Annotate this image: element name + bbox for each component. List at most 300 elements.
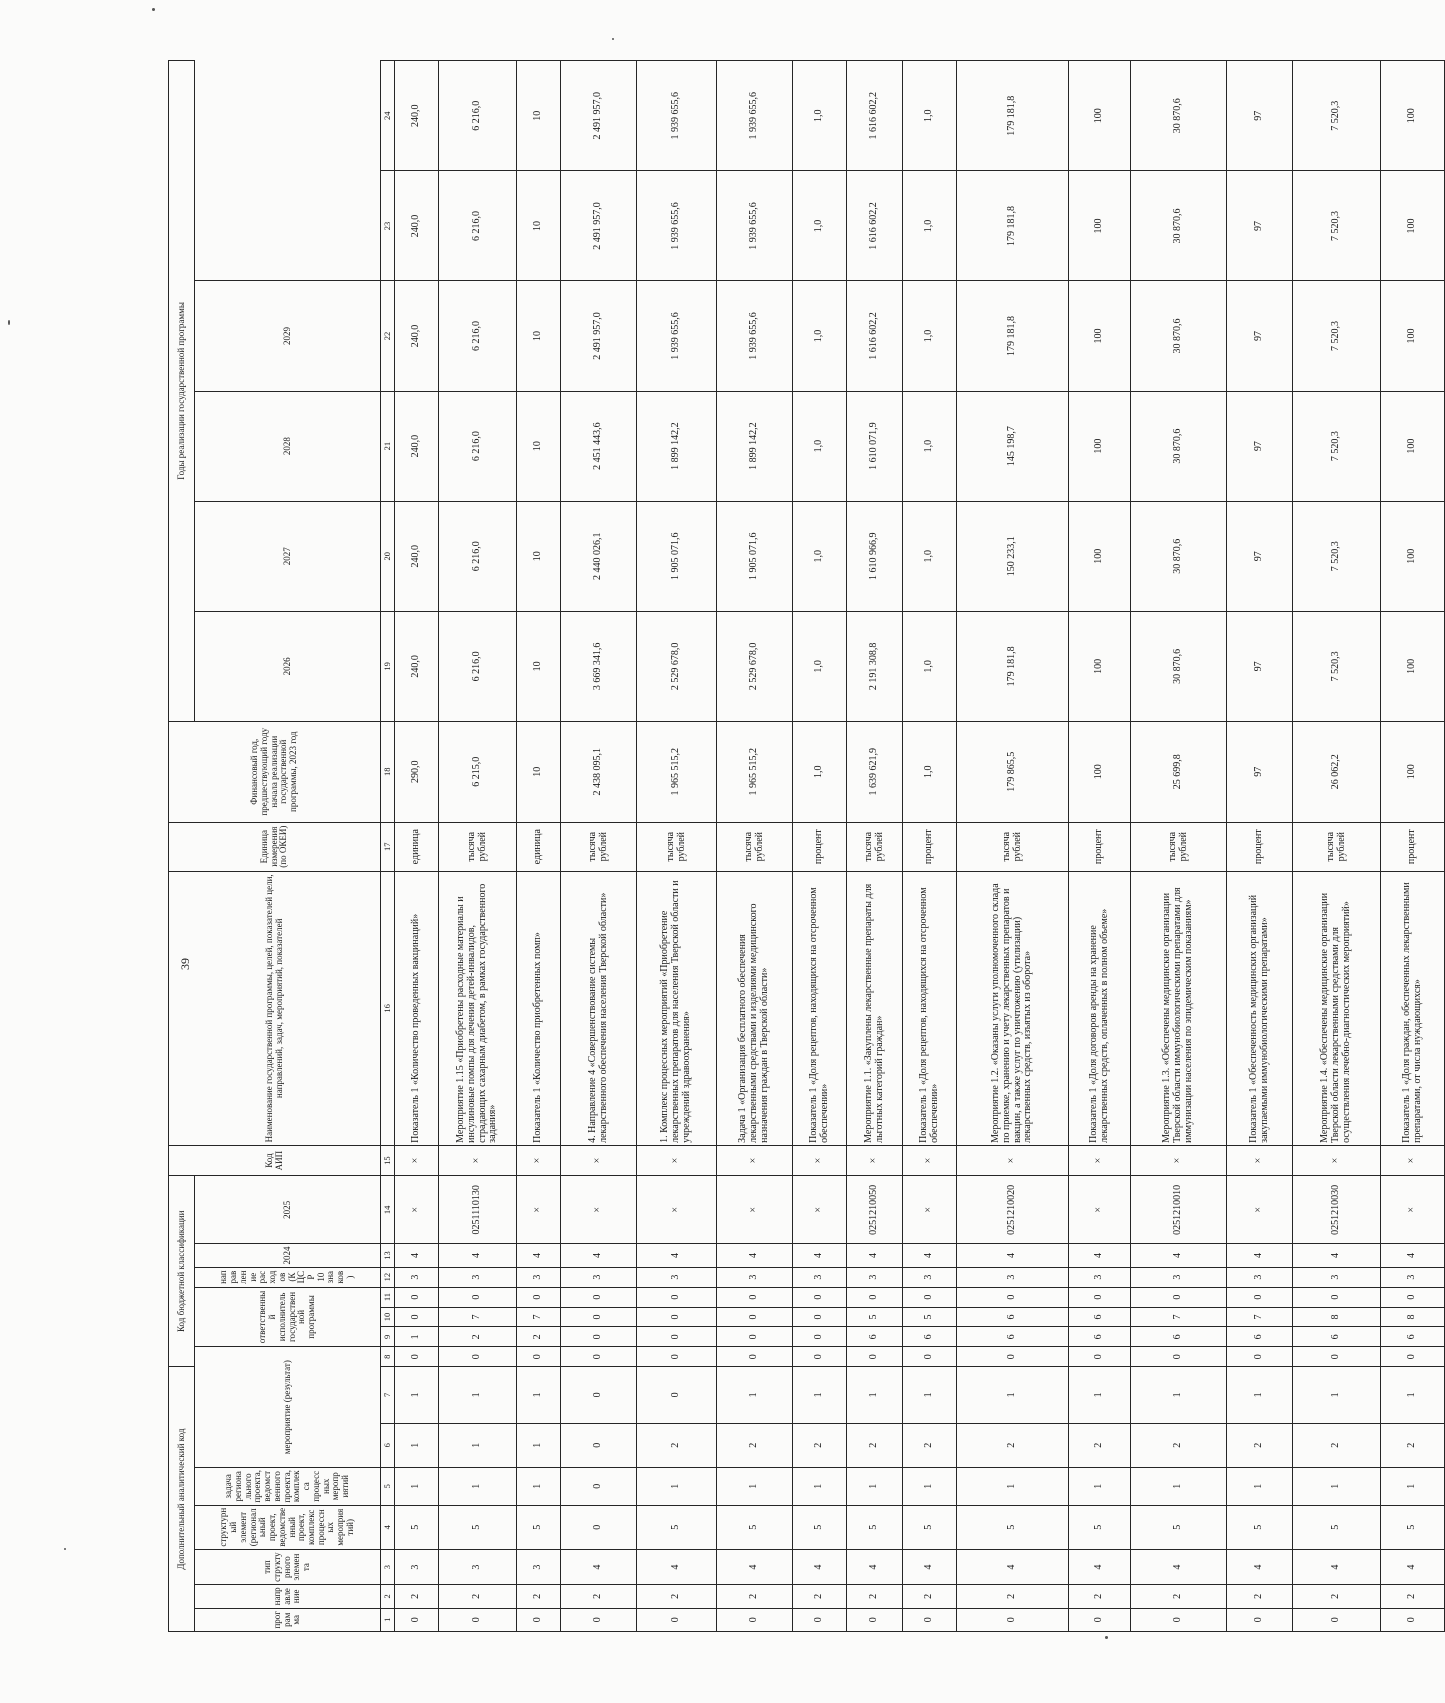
column-number: 2 (381, 1585, 395, 1608)
code-executor-1: 6 (1069, 1327, 1131, 1347)
code-executor-2: 8 (1293, 1307, 1381, 1327)
year-value-2025: 100 (1381, 501, 1445, 611)
aip-code: × (439, 1145, 517, 1175)
aip-code: × (903, 1145, 957, 1175)
code-executor-3: 0 (717, 1287, 793, 1307)
year-value-2024: 30 870,6 (1131, 611, 1227, 721)
row-name: Показатель 1 «Количество проведенных вакцинаций» (395, 871, 439, 1145)
code-executor-4: 3 (637, 1267, 717, 1287)
base-year-value: 1 965 515,2 (637, 721, 717, 822)
year-value-2027: 100 (1069, 281, 1131, 391)
code-direction: 2 (637, 1585, 717, 1608)
year-value-2029: 1 616 602,2 (847, 61, 903, 171)
code-event-1: 2 (1069, 1423, 1131, 1468)
year-value-2024: 2 529 678,0 (717, 611, 793, 721)
year-value-2028: 1 616 602,2 (847, 171, 903, 281)
year-value-2029: 240,0 (395, 61, 439, 171)
code-executor-2: 7 (1227, 1307, 1293, 1327)
aip-code: × (1381, 1145, 1445, 1175)
code-executor-1: 0 (561, 1327, 637, 1347)
code-executor-5: 4 (903, 1244, 957, 1267)
row-name: 4. Направление 4 «Совершенствование системы лекарственного обеспечения населения Тверской области» (561, 871, 637, 1145)
code-executor-1: 2 (439, 1327, 517, 1347)
year-value-2025: 100 (1069, 501, 1131, 611)
code-executor-2: 5 (903, 1307, 957, 1327)
code-event-2: 1 (1293, 1367, 1381, 1423)
header-element-type: тип структурного элемента (195, 1550, 381, 1585)
year-value-2024: 100 (1069, 611, 1131, 721)
year-value-2028: 10 (517, 171, 561, 281)
base-year-value: 1 965 515,2 (717, 721, 793, 822)
code-executor-2: 7 (517, 1307, 561, 1327)
row-name: 1. Комплекс процессных мероприятий «Приобретение лекарственных препаратов для населения Тверской области и учреждений здравоохранения» (637, 871, 717, 1145)
aip-code: × (793, 1145, 847, 1175)
column-number: 10 (381, 1307, 395, 1327)
year-value-2026: 2 451 443,6 (561, 391, 637, 501)
code-task: 1 (439, 1468, 517, 1505)
expense-direction-code: × (1069, 1176, 1131, 1244)
code-executor-2: 6 (1069, 1307, 1131, 1327)
row-name: Показатель 1 «Доля рецептов, находящихся на отсроченном обеспечении» (793, 871, 847, 1145)
code-event-3: 0 (793, 1347, 847, 1367)
year-value-2025: 2 440 026,1 (561, 501, 637, 611)
year-value-2029: 10 (517, 61, 561, 171)
row-name: Мероприятие 1.2. «Оказаны услуги уполномоченного склада по приемке, хранению и учету лекарственных препаратов и вакцин, а также услуг по уничтожению (утилизации) лекарственных средств, изъятых из оборота» (957, 871, 1069, 1145)
code-executor-4: 3 (517, 1267, 561, 1287)
code-event-3: 0 (637, 1347, 717, 1367)
year-value-2028: 1 939 655,6 (717, 171, 793, 281)
expense-direction-code: × (1381, 1176, 1445, 1244)
code-task: 1 (1131, 1468, 1227, 1505)
code-executor-3: 0 (561, 1287, 637, 1307)
code-executor-4: 3 (1227, 1267, 1293, 1287)
code-event-3: 0 (717, 1347, 793, 1367)
code-element-type: 4 (1131, 1550, 1227, 1585)
year-value-2025: 240,0 (395, 501, 439, 611)
code-event-3: 0 (561, 1347, 637, 1367)
aip-code: × (637, 1145, 717, 1175)
year-value-2024: 100 (1381, 611, 1445, 721)
code-event-3: 0 (517, 1347, 561, 1367)
year-value-2028: 100 (1069, 171, 1131, 281)
code-task: 1 (1069, 1468, 1131, 1505)
year-value-2026: 10 (517, 391, 561, 501)
year-value-2026: 1 899 142,2 (717, 391, 793, 501)
header-base-year: Финансовый год, предшествующий году начала реализации государственной программы, 2023 год (169, 721, 381, 822)
code-executor-4: 3 (903, 1267, 957, 1287)
year-value-2027: 1 939 655,6 (637, 281, 717, 391)
year-value-2025: 6 216,0 (439, 501, 517, 611)
year-value-2024: 179 181,8 (957, 611, 1069, 721)
scan-speck (8, 320, 10, 325)
unit: тысяча рублей (439, 822, 517, 871)
code-element-type: 4 (1293, 1550, 1381, 1585)
code-executor-4: 3 (847, 1267, 903, 1287)
code-event-3: 0 (1069, 1347, 1131, 1367)
column-number: 4 (381, 1505, 395, 1550)
code-executor-5: 4 (439, 1244, 517, 1267)
year-value-2027: 1,0 (903, 281, 957, 391)
code-executor-4: 3 (793, 1267, 847, 1287)
unit: тысяча рублей (1131, 822, 1227, 871)
code-direction: 2 (561, 1585, 637, 1608)
year-value-2024: 6 216,0 (439, 611, 517, 721)
code-event-2: 1 (1381, 1367, 1445, 1423)
code-event-1: 2 (847, 1423, 903, 1468)
code-executor-4: 3 (957, 1267, 1069, 1287)
table-row (395, 61, 439, 1632)
year-value-2025: 1,0 (903, 501, 957, 611)
year-value-2024: 2 191 308,8 (847, 611, 903, 721)
scan-speck (1105, 1636, 1108, 1639)
code-event-1: 2 (637, 1423, 717, 1468)
aip-code: × (957, 1145, 1069, 1175)
code-direction: 2 (1227, 1585, 1293, 1608)
aip-code: × (1131, 1145, 1227, 1175)
code-program: 0 (395, 1608, 439, 1631)
year-value-2029: 97 (1227, 61, 1293, 171)
aip-code: × (561, 1145, 637, 1175)
header-name: Наименование государственной программы, целей, показателей цели, направлений, задач, мероприятий, показателей (169, 871, 381, 1145)
code-executor-5: 4 (793, 1244, 847, 1267)
unit: процент (1227, 822, 1293, 871)
code-event-1: 2 (1293, 1423, 1381, 1468)
column-number: 20 (381, 501, 395, 611)
row-name: Мероприятие 1.15 «Приобретены расходные материалы и инсулиновые помпы для лечения детей-инвалидов, страдающих сахарным диабетом, в рамках государственного задания» (439, 871, 517, 1145)
code-event-1: 2 (1131, 1423, 1227, 1468)
code-executor-1: 6 (1227, 1327, 1293, 1347)
column-number: 3 (381, 1550, 395, 1585)
year-value-2024: 1,0 (793, 611, 847, 721)
code-executor-2: 0 (561, 1307, 637, 1327)
code-event-3: 0 (903, 1347, 957, 1367)
code-direction: 2 (1293, 1585, 1381, 1608)
code-task: 1 (717, 1468, 793, 1505)
year-value-2029: 179 181,8 (957, 61, 1069, 171)
year-value-2024: 10 (517, 611, 561, 721)
code-executor-1: 6 (1381, 1327, 1445, 1347)
code-element-type: 4 (561, 1550, 637, 1585)
header-years-group: Годы реализации государственной программы (169, 61, 195, 722)
table-row (793, 61, 847, 1632)
code-executor-2: 0 (395, 1307, 439, 1327)
aip-code: × (517, 1145, 561, 1175)
header-unit: Единица измерения (по ОКЕИ) (169, 822, 381, 871)
code-element-type: 4 (957, 1550, 1069, 1585)
code-executor-3: 0 (1131, 1287, 1227, 1307)
code-event-1: 1 (517, 1423, 561, 1468)
year-value-2027: 30 870,6 (1131, 281, 1227, 391)
header-year-2029: 2029 (195, 281, 381, 391)
year-value-2026: 145 198,7 (957, 391, 1069, 501)
code-executor-2: 0 (717, 1307, 793, 1327)
header-year-2028: 2028 (195, 391, 381, 501)
header-task: задача регионального проекта, ведомственного проекта, комплекса процессных мероприятий (195, 1468, 381, 1505)
code-executor-1: 0 (637, 1327, 717, 1347)
year-value-2027: 179 181,8 (957, 281, 1069, 391)
year-value-2028: 179 181,8 (957, 171, 1069, 281)
header-event: мероприятие (результат) (195, 1347, 381, 1468)
code-executor-1: 6 (1293, 1327, 1381, 1347)
year-value-2026: 97 (1227, 391, 1293, 501)
year-value-2029: 30 870,6 (1131, 61, 1227, 171)
base-year-value: 100 (1381, 721, 1445, 822)
code-executor-5: 4 (847, 1244, 903, 1267)
base-year-value: 100 (1069, 721, 1131, 822)
year-value-2027: 1 939 655,6 (717, 281, 793, 391)
expense-direction-code: 0251210030 (1293, 1176, 1381, 1244)
code-event-1: 2 (793, 1423, 847, 1468)
code-task: 1 (793, 1468, 847, 1505)
year-value-2028: 6 216,0 (439, 171, 517, 281)
code-executor-4: 3 (717, 1267, 793, 1287)
code-task: 1 (637, 1468, 717, 1505)
aip-code: × (1227, 1145, 1293, 1175)
row-name: Показатель 1 «Количество приобретенных помп» (517, 871, 561, 1145)
year-value-2026: 30 870,6 (1131, 391, 1227, 501)
aip-code: × (1293, 1145, 1381, 1175)
code-structural-element: 0 (561, 1505, 637, 1550)
code-structural-element: 5 (957, 1505, 1069, 1550)
column-number: 14 (381, 1176, 395, 1244)
code-direction: 2 (903, 1585, 957, 1608)
code-task: 1 (395, 1468, 439, 1505)
year-value-2028: 7 520,3 (1293, 171, 1381, 281)
table-row (1069, 61, 1131, 1632)
year-value-2029: 1,0 (793, 61, 847, 171)
code-executor-4: 3 (1293, 1267, 1381, 1287)
unit: тысяча рублей (637, 822, 717, 871)
code-direction: 2 (1131, 1585, 1227, 1608)
code-executor-4: 3 (1131, 1267, 1227, 1287)
header-additional-code: Дополнительный аналитический код (169, 1367, 195, 1632)
header-year-2024: 2024 (195, 1244, 381, 1267)
unit: единица (395, 822, 439, 871)
unit: процент (793, 822, 847, 871)
year-value-2025: 1 905 071,6 (717, 501, 793, 611)
code-executor-2: 7 (1131, 1307, 1227, 1327)
year-value-2028: 1,0 (903, 171, 957, 281)
year-value-2024: 97 (1227, 611, 1293, 721)
expense-direction-code: × (561, 1176, 637, 1244)
table-row (517, 61, 561, 1632)
base-year-value: 25 699,8 (1131, 721, 1227, 822)
code-task: 1 (517, 1468, 561, 1505)
code-program: 0 (517, 1608, 561, 1631)
code-executor-3: 0 (1293, 1287, 1381, 1307)
row-name: Мероприятие 1.4. «Обеспечены медицинские организации Тверской области лекарственными средствами для осуществления лечебно-диагностических мероприятий» (1293, 871, 1381, 1145)
year-value-2029: 6 216,0 (439, 61, 517, 171)
code-executor-3: 0 (957, 1287, 1069, 1307)
code-executor-5: 4 (1381, 1244, 1445, 1267)
table-row (561, 61, 637, 1632)
code-event-2: 1 (717, 1367, 793, 1423)
code-executor-3: 0 (1381, 1287, 1445, 1307)
year-value-2027: 100 (1381, 281, 1445, 391)
table-row (903, 61, 957, 1632)
column-number: 18 (381, 721, 395, 822)
code-structural-element: 5 (637, 1505, 717, 1550)
code-executor-5: 4 (561, 1244, 637, 1267)
aip-code: × (395, 1145, 439, 1175)
expense-direction-code: 0251210020 (957, 1176, 1069, 1244)
code-event-2: 0 (561, 1367, 637, 1423)
year-value-2029: 1,0 (903, 61, 957, 171)
code-structural-element: 5 (439, 1505, 517, 1550)
row-name: Мероприятие 1.3. «Обеспечены медицинские организации Тверской области иммунобиологическими препаратами для иммунизации населения по эпидемическим показаниям» (1131, 871, 1227, 1145)
code-element-type: 4 (717, 1550, 793, 1585)
year-value-2028: 97 (1227, 171, 1293, 281)
year-value-2024: 2 529 678,0 (637, 611, 717, 721)
code-executor-1: 2 (517, 1327, 561, 1347)
column-number: 17 (381, 822, 395, 871)
code-event-2: 0 (637, 1367, 717, 1423)
code-executor-3: 0 (637, 1287, 717, 1307)
code-executor-5: 4 (1069, 1244, 1131, 1267)
column-number: 12 (381, 1267, 395, 1287)
code-structural-element: 5 (793, 1505, 847, 1550)
expense-direction-code: × (717, 1176, 793, 1244)
code-executor-4: 3 (1381, 1267, 1445, 1287)
code-program: 0 (903, 1608, 957, 1631)
code-executor-1: 6 (847, 1327, 903, 1347)
column-number: 13 (381, 1244, 395, 1267)
year-value-2027: 240,0 (395, 281, 439, 391)
code-executor-1: 0 (717, 1327, 793, 1347)
header-row-1 (169, 61, 195, 1632)
year-value-2028: 240,0 (395, 171, 439, 281)
unit: процент (1069, 822, 1131, 871)
column-number: 9 (381, 1327, 395, 1347)
code-program: 0 (847, 1608, 903, 1631)
year-value-2026: 100 (1069, 391, 1131, 501)
base-year-value: 1,0 (793, 721, 847, 822)
year-value-2024: 1,0 (903, 611, 957, 721)
year-value-2027: 6 216,0 (439, 281, 517, 391)
code-program: 0 (561, 1608, 637, 1631)
header-expense-direction: направление расходов (КЦСР 10 знаков) (195, 1267, 381, 1287)
code-executor-5: 4 (395, 1244, 439, 1267)
unit: тысяча рублей (717, 822, 793, 871)
code-executor-3: 0 (517, 1287, 561, 1307)
row-name: Задача 1 «Организация бесплатного обеспечения лекарственными средствами и изделиями медицинского назначения граждан в Тверской области» (717, 871, 793, 1145)
code-direction: 2 (517, 1585, 561, 1608)
code-event-2: 1 (957, 1367, 1069, 1423)
header-year-2025: 2025 (195, 1176, 381, 1244)
code-event-1: 2 (957, 1423, 1069, 1468)
code-task: 1 (1227, 1468, 1293, 1505)
expense-direction-code: 0251210050 (847, 1176, 903, 1244)
expense-direction-code: × (1227, 1176, 1293, 1244)
code-executor-4: 3 (439, 1267, 517, 1287)
year-value-2028: 30 870,6 (1131, 171, 1227, 281)
code-event-3: 0 (1131, 1347, 1227, 1367)
code-program: 0 (1293, 1608, 1381, 1631)
code-element-type: 3 (439, 1550, 517, 1585)
code-element-type: 4 (847, 1550, 903, 1585)
code-event-2: 1 (1131, 1367, 1227, 1423)
year-value-2027: 7 520,3 (1293, 281, 1381, 391)
code-element-type: 4 (1381, 1550, 1445, 1585)
base-year-value: 97 (1227, 721, 1293, 822)
code-executor-3: 0 (439, 1287, 517, 1307)
code-event-2: 1 (793, 1367, 847, 1423)
expense-direction-code: 0251110130 (439, 1176, 517, 1244)
code-event-3: 0 (957, 1347, 1069, 1367)
year-value-2028: 2 491 957,0 (561, 171, 637, 281)
year-value-2026: 1 610 071,9 (847, 391, 903, 501)
code-task: 1 (957, 1468, 1069, 1505)
base-year-value: 1 639 621,9 (847, 721, 903, 822)
code-event-3: 0 (395, 1347, 439, 1367)
code-program: 0 (957, 1608, 1069, 1631)
year-value-2025: 30 870,6 (1131, 501, 1227, 611)
code-direction: 2 (1069, 1585, 1131, 1608)
year-value-2026: 1,0 (903, 391, 957, 501)
column-number: 16 (381, 871, 395, 1145)
code-executor-2: 5 (847, 1307, 903, 1327)
year-value-2027: 1 616 602,2 (847, 281, 903, 391)
scan-speck (612, 38, 614, 40)
code-program: 0 (1069, 1608, 1131, 1631)
code-executor-5: 4 (1131, 1244, 1227, 1267)
expense-direction-code: × (517, 1176, 561, 1244)
year-value-2029: 2 491 957,0 (561, 61, 637, 171)
code-executor-4: 3 (1069, 1267, 1131, 1287)
year-value-2025: 1 610 966,9 (847, 501, 903, 611)
year-value-2028: 100 (1381, 171, 1445, 281)
year-value-2026: 1,0 (793, 391, 847, 501)
year-value-2029: 1 939 655,6 (637, 61, 717, 171)
table-row (957, 61, 1069, 1632)
code-executor-1: 6 (903, 1327, 957, 1347)
code-structural-element: 5 (717, 1505, 793, 1550)
year-value-2029: 100 (1381, 61, 1445, 171)
code-program: 0 (793, 1608, 847, 1631)
aip-code: × (1069, 1145, 1131, 1175)
code-event-1: 2 (1227, 1423, 1293, 1468)
unit: единица (517, 822, 561, 871)
column-number: 15 (381, 1145, 395, 1175)
aip-code: × (717, 1145, 793, 1175)
year-value-2025: 7 520,3 (1293, 501, 1381, 611)
code-executor-5: 4 (1293, 1244, 1381, 1267)
expense-direction-code: × (395, 1176, 439, 1244)
expense-direction-code: × (903, 1176, 957, 1244)
code-executor-3: 0 (395, 1287, 439, 1307)
code-executor-3: 0 (793, 1287, 847, 1307)
year-value-2028: 1,0 (793, 171, 847, 281)
header-structural-element: структурный элемент (региональный проект, ведомственный проект, комплекс процессных мероприятий) (195, 1505, 381, 1550)
code-executor-5: 4 (517, 1244, 561, 1267)
code-direction: 2 (717, 1585, 793, 1608)
table-row (1131, 61, 1227, 1632)
code-structural-element: 5 (903, 1505, 957, 1550)
row-name: Показатель 1 «Обеспеченность медицинских организаций закупаемыми иммунобиологическими препаратами» (1227, 871, 1293, 1145)
column-number: 5 (381, 1468, 395, 1505)
table-row (439, 61, 517, 1632)
code-program: 0 (717, 1608, 793, 1631)
code-executor-2: 0 (637, 1307, 717, 1327)
header-executor: ответственный исполнитель государственной программы (195, 1287, 381, 1347)
code-event-3: 0 (1293, 1347, 1381, 1367)
code-executor-4: 3 (561, 1267, 637, 1287)
year-value-2025: 150 233,1 (957, 501, 1069, 611)
code-element-type: 4 (1069, 1550, 1131, 1585)
code-event-2: 1 (847, 1367, 903, 1423)
code-event-1: 2 (1381, 1423, 1445, 1468)
header-aip-code: Код АИП (169, 1145, 381, 1175)
